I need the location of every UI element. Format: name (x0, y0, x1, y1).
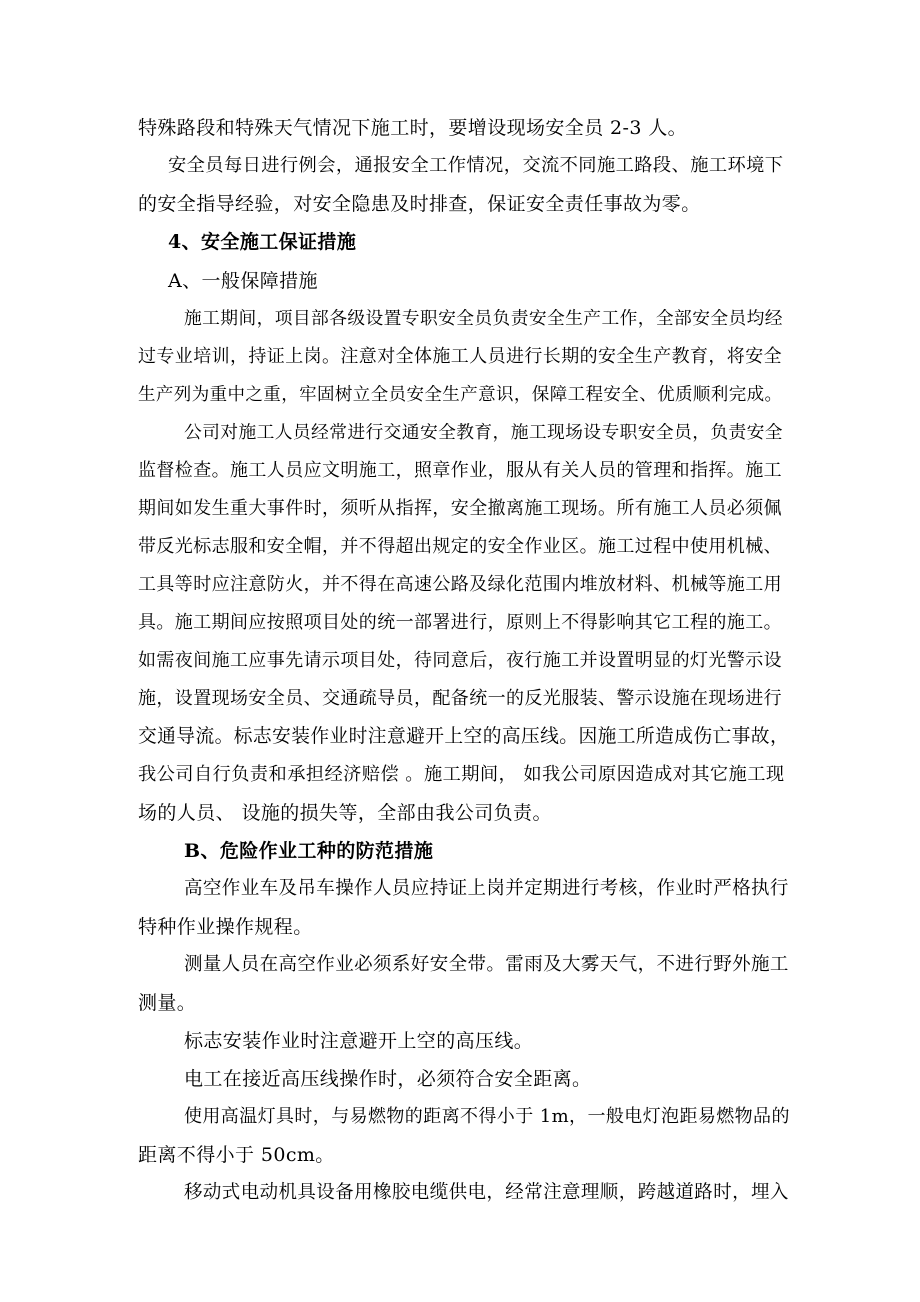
text-line: 距离不得小于 50cm。 (138, 1144, 335, 1166)
text-line: 测量人员在高空作业必须系好安全带。雷雨及大雾天气，不进行野外施工 (184, 954, 789, 975)
text-line: 具。施工期间应按照项目处的统一部署进行，原则上不得影响其它工程的施工。 (138, 612, 782, 633)
text-line: 公司对施工人员经常进行交通安全教育，施工现场设专职安全员，负责安全 (184, 423, 783, 443)
text-line: 使用高温灯具时，与易燃物的距离不得小于 1m，一般电灯泡距易燃物品的 (184, 1106, 790, 1127)
text-line: 电工在接近高压线操作时，必须符合安全距离。 (184, 1068, 592, 1090)
text-line: 移动式电动机具设备用橡胶电缆供电，经常注意理顺，跨越道路时，埋入 (184, 1182, 789, 1203)
text-line: 交通导流。标志安装作业时注意避开上空的高压线。因施工所造成伤亡事故， (138, 726, 790, 747)
text-line: 过专业培训，持证上岗。注意对全体施工人员进行长期的安全生产教育，将安全 (138, 346, 782, 367)
text-line: 特殊路段和特殊天气情况下施工时，要增设现场安全员 2-3 人。 (138, 117, 688, 139)
text-line: 的安全指导经验，对安全隐患及时排查，保证安全责任事故为零。 (138, 193, 701, 215)
text-line: 高空作业车及吊车操作人员应持证上岗并定期进行考核，作业时严格执行 (184, 878, 789, 899)
text-line: 特种作业操作规程。 (138, 916, 313, 938)
text-line: 我公司自行负责和承担经济赔偿 。施工期间， 如我公司原因造成对其它施工现 (138, 764, 785, 785)
text-line: 监督检查。施工人员应文明施工，照章作业，服从有关人员的管理和指挥。施工 (138, 460, 782, 481)
text-line: 带反光标志服和安全帽，并不得超出规定的安全作业区。施工过程中使用机械、 (138, 536, 782, 557)
subsection-heading: A、一般保障措施 (168, 270, 318, 292)
text-line: 场的人员、 设施的损失等，全部由我公司负责。 (138, 802, 552, 824)
text-line: 标志安装作业时注意避开上空的高压线。 (184, 1030, 534, 1052)
text-line: 如需夜间施工应事先请示项目处，待同意后，夜行施工并设置明显的灯光警示设 (138, 650, 782, 671)
section-heading: 4、安全施工保证措施 (168, 231, 357, 253)
text-line: 期间如发生重大事件时，须听从指挥，安全撤离施工现场。所有施工人员必须佩 (138, 498, 782, 519)
text-line: 生产列为重中之重，牢固树立全员安全生产意识，保障工程安全、优质顺利完成。 (138, 385, 783, 405)
text-line: 工具等时应注意防火，并不得在高速公路及绿化范围内堆放材料、机械等施工用 (138, 574, 782, 595)
text-line: 施，设置现场安全员、交通疏导员，配备统一的反光服装、警示设施在现场进行 (138, 688, 782, 709)
subsection-heading: B、危险作业工种的防范措施 (184, 840, 434, 862)
text-line: 安全员每日进行例会，通报安全工作情况，交流不同施工路段、施工环境下 (168, 155, 784, 176)
text-line: 测量。 (138, 992, 197, 1014)
text-line: 施工期间，项目部各级设置专职安全员负责安全生产工作，全部安全员均经 (184, 309, 783, 329)
